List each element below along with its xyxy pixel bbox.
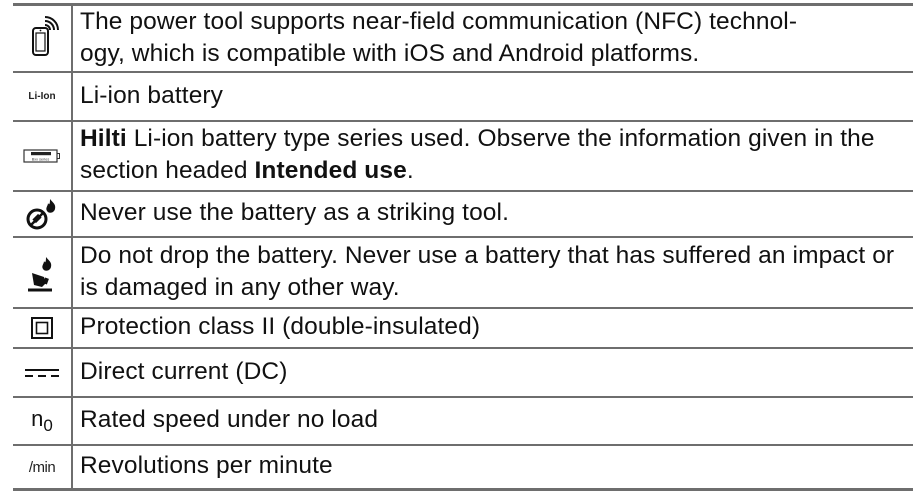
description-cell bbox=[73, 309, 913, 347]
table-row-nfc bbox=[13, 6, 913, 73]
symbols-table bbox=[13, 3, 913, 491]
description-text: Li-ion battery bbox=[80, 81, 224, 109]
hilti-battery-series-icon bbox=[23, 149, 61, 163]
symbol-cell bbox=[13, 309, 73, 347]
table-row-li-ion bbox=[13, 73, 913, 122]
description-text: Rated speed under no load bbox=[80, 406, 379, 433]
symbol-cell bbox=[13, 122, 73, 190]
description-line-2: ogy, which is compatible with iOS and Android platforms. bbox=[80, 39, 700, 67]
table-row-no-striking bbox=[13, 192, 913, 238]
table-row-revolutions-per-minute bbox=[13, 446, 913, 491]
description-period: . bbox=[406, 157, 414, 184]
table-row-rated-speed bbox=[13, 398, 913, 446]
nfc-phone-icon bbox=[22, 14, 62, 64]
description-text: Direct current (DC) bbox=[80, 357, 288, 385]
description-cell bbox=[73, 122, 913, 190]
rated-speed-subscript: 0 bbox=[43, 416, 53, 435]
rated-speed-symbol: n bbox=[31, 406, 44, 431]
description-text bbox=[80, 123, 905, 187]
description-text: Protection class II (double-insulated) bbox=[80, 313, 481, 340]
description-cell bbox=[73, 6, 913, 71]
description-text: Do not drop the battery. Never use a battery that has suffered an impact or is damaged in any other way. bbox=[80, 241, 895, 301]
symbol-cell bbox=[13, 238, 73, 307]
brand-name: Hilti bbox=[80, 125, 127, 152]
svg-text:Bxx series: Bxx series bbox=[31, 157, 50, 162]
symbol-cell bbox=[13, 446, 73, 488]
description-text: Revolutions per minute bbox=[80, 452, 333, 479]
table-row-do-not-drop bbox=[13, 238, 913, 309]
direct-current-icon bbox=[24, 367, 60, 379]
table-row-direct-current bbox=[13, 349, 913, 398]
revolutions-per-minute-icon: /min bbox=[28, 458, 56, 476]
no-striking-battery-icon bbox=[22, 195, 62, 233]
description-cell bbox=[73, 398, 913, 444]
description-cell bbox=[73, 73, 913, 120]
description-line-1: The power tool supports near-field communication (NFC) technol- bbox=[80, 7, 798, 35]
protection-class-ii-icon bbox=[31, 317, 53, 339]
symbol-cell bbox=[13, 398, 73, 444]
description-part: Li-ion battery type series used. Observe the information given in the section headed bbox=[80, 125, 875, 184]
symbol-cell bbox=[13, 192, 73, 236]
description-cell bbox=[73, 238, 913, 307]
table-row-protection-class bbox=[13, 309, 913, 349]
symbol-cell bbox=[13, 6, 73, 71]
table-row-hilti-battery bbox=[13, 122, 913, 192]
do-not-drop-battery-icon bbox=[22, 251, 62, 295]
symbol-cell bbox=[13, 73, 73, 120]
description-cell bbox=[73, 192, 913, 236]
symbol-cell bbox=[13, 349, 73, 396]
description-text: Never use the battery as a striking tool. bbox=[80, 199, 509, 226]
section-reference: Intended use bbox=[254, 157, 407, 184]
description-cell bbox=[73, 446, 913, 488]
rated-speed-icon bbox=[31, 406, 53, 436]
li-ion-label-icon: Li-Ion bbox=[28, 91, 56, 102]
description-cell bbox=[73, 349, 913, 396]
